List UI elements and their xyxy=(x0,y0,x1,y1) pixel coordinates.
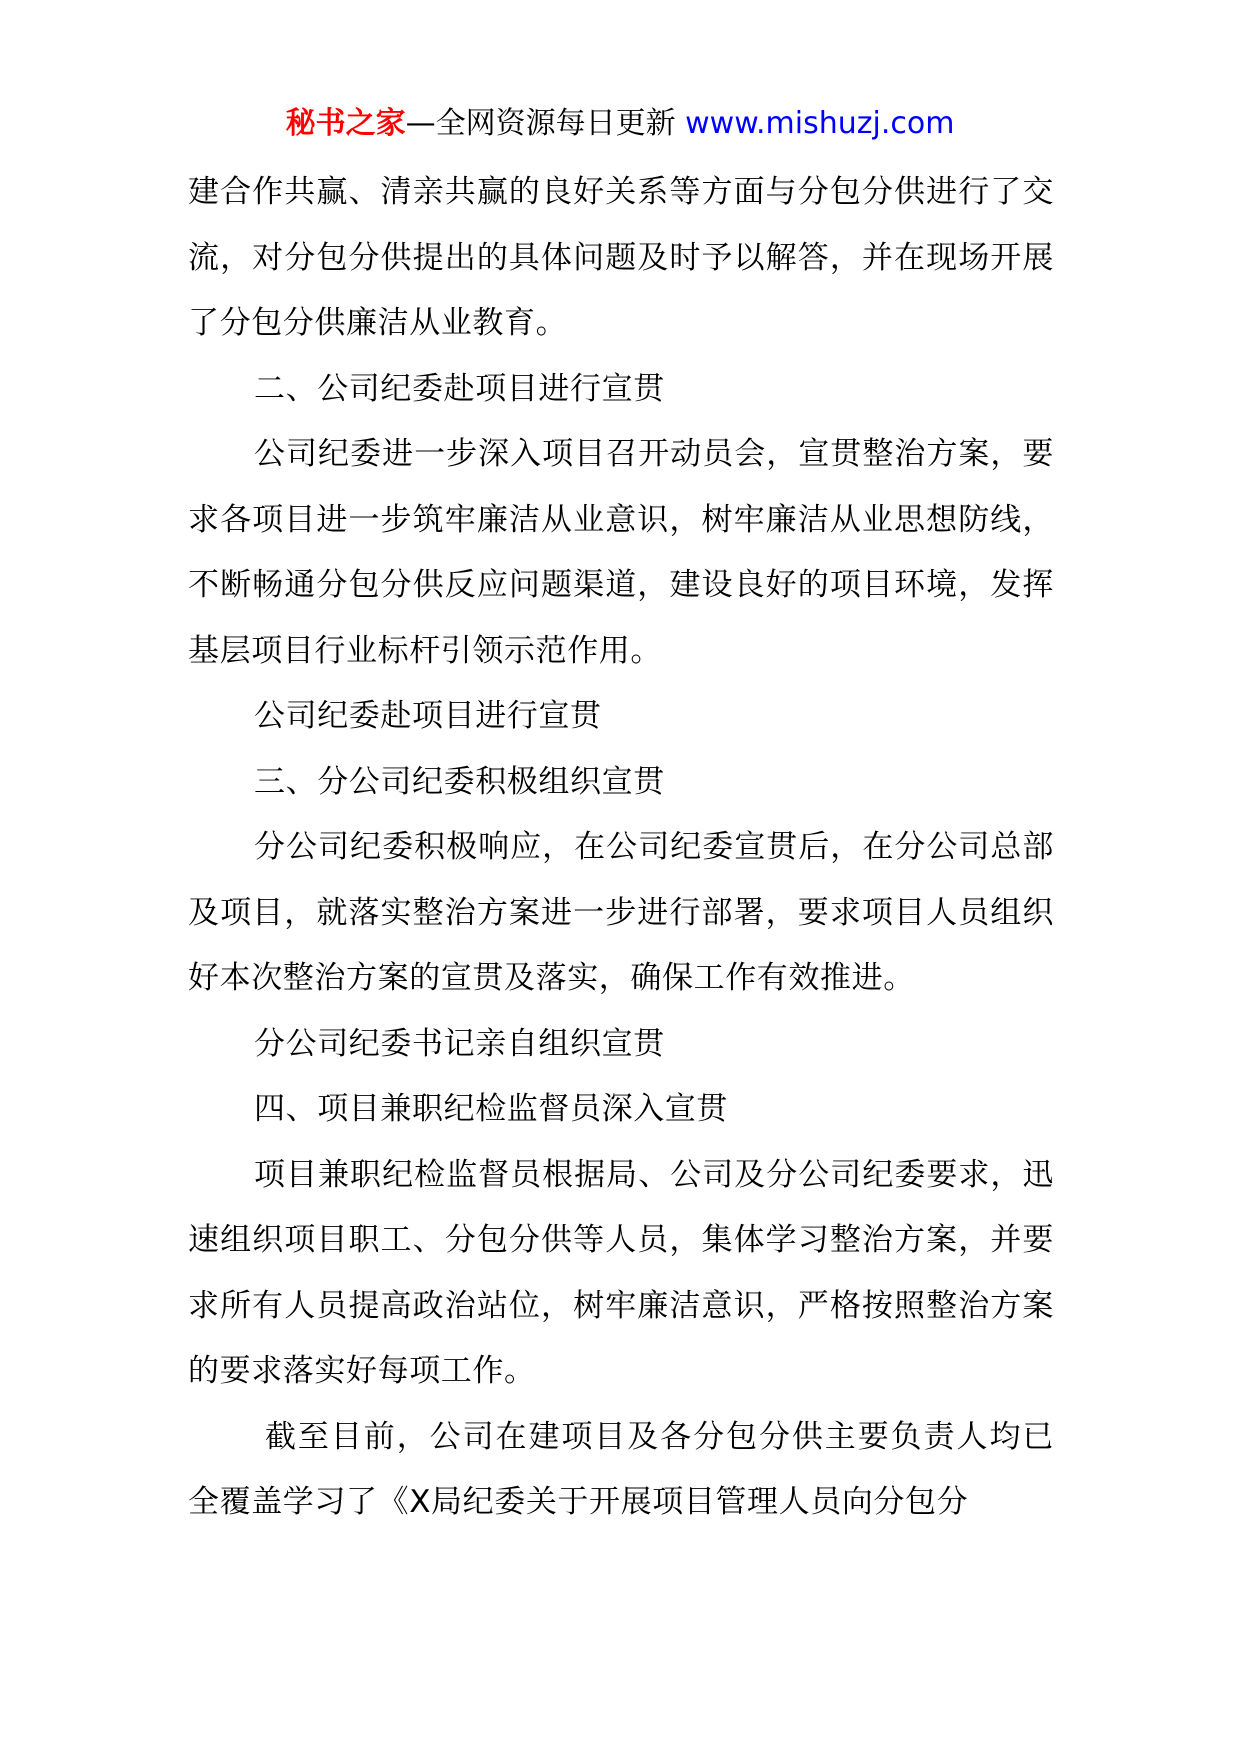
document-body xyxy=(188,160,1054,1536)
section-heading-2: 二、公司纪委赴项目进行宣贯 xyxy=(254,370,665,407)
paragraph-body: 截至目前，公司在建项目及各分包分供主要负责人均已全覆盖学习了《X局纪委关于开展项目管理人员向分包分 xyxy=(188,1418,1054,1520)
paragraph-continuation: 建合作共赢、清亲共赢的良好关系等方面与分包分供进行了交流，对分包分供提出的具体问题及时予以解答，并在现场开展了分包分供廉洁从业教育。 xyxy=(188,174,1054,341)
brand-name: 秘书之家 xyxy=(285,106,406,141)
section-heading-4: 四、项目兼职纪检监督员深入宣贯 xyxy=(254,1091,728,1127)
paragraph-body: 分公司纪委积极响应，在公司纪委宣贯后，在分公司总部及项目，就落实整治方案进一步进行部署，要求项目人员组织好本次整治方案的宣贯及落实，确保工作有效推进。 xyxy=(188,829,1054,996)
image-caption: 公司纪委赴项目进行宣贯 xyxy=(254,698,602,734)
site-url-link[interactable]: www.mishuzj.com xyxy=(685,106,955,141)
section-heading-3: 三、分公司纪委积极组织宣贯 xyxy=(254,763,665,800)
paragraph-body: 公司纪委进一步深入项目召开动员会，宣贯整治方案，要求各项目进一步筑牢廉洁从业意识，树牢廉洁从业思想防线，不断畅通分包分供反应问题渠道，建设良好的项目环境，发挥基层项目行业标杆引领示范作用。 xyxy=(188,436,1054,669)
paragraph-body: 项目兼职纪检监督员根据局、公司及分公司纪委要求，迅速组织项目职工、分包分供等人员，集体学习整治方案，并要求所有人员提高政治站位，树牢廉洁意识，严格按照整治方案的要求落实好每项工作。 xyxy=(188,1156,1054,1389)
header-tagline: —全网资源每日更新 xyxy=(405,106,676,141)
image-caption: 分公司纪委书记亲自组织宣贯 xyxy=(254,1025,665,1062)
page-header xyxy=(0,104,1240,144)
